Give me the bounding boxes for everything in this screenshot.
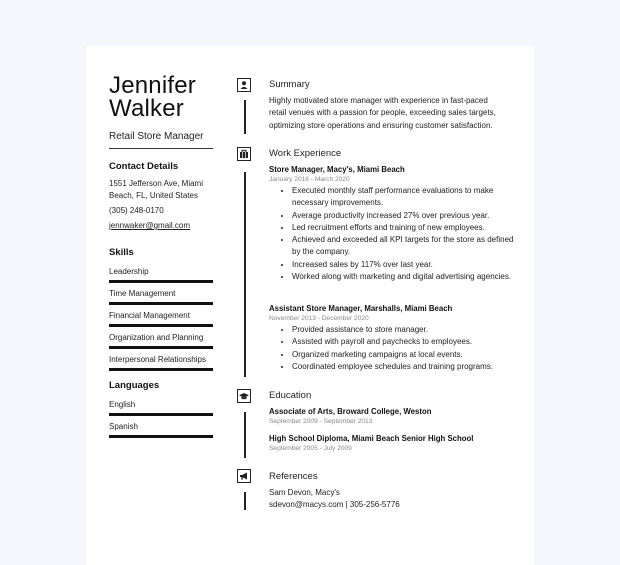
- person-icon: [237, 78, 251, 92]
- language-item: [109, 422, 213, 438]
- bullet-item: • Assisted with payroll and paychecks to employees.: [292, 336, 522, 348]
- bullet-item: • Increased sales by 117% over last year.: [292, 259, 522, 271]
- email-link[interactable]: jennwaker@gmail.com: [109, 221, 191, 230]
- last-name: Walker: [109, 95, 184, 122]
- megaphone-icon: [237, 469, 251, 483]
- language-item: [109, 400, 213, 416]
- skill-bar: [109, 346, 213, 349]
- education-2-title: High School Diploma, Miami Beach Senior High School: [269, 434, 474, 443]
- summary-text: [269, 95, 514, 132]
- skill-bar: [109, 324, 213, 327]
- education-1-dates: September 2009 - September 2013: [269, 418, 373, 425]
- address-line-1: 1551 Jefferson Ave, Miami: [109, 179, 203, 188]
- skill-bar: [109, 280, 213, 283]
- skill-item: [109, 289, 213, 305]
- bullet-item: • Provided assistance to store manager.: [292, 324, 522, 336]
- briefcase-icon: [237, 147, 251, 161]
- references-heading: References: [269, 471, 318, 482]
- contact-heading: Contact Details: [109, 161, 179, 172]
- job-1-bullets: [282, 185, 522, 283]
- bullet-item: • Coordinated employee schedules and training programs.: [292, 361, 522, 373]
- language-bar: [109, 413, 213, 416]
- skill-item: [109, 355, 213, 371]
- bullet-item: • Average productivity increased 27% over previous year.: [292, 210, 522, 222]
- skill-bar: [109, 302, 213, 305]
- resume-page: [86, 46, 534, 565]
- languages-heading: Languages: [109, 380, 160, 391]
- education-1-title: Associate of Arts, Broward College, Weston: [269, 407, 432, 416]
- job-2-dates: November 2013 - December 2020: [269, 315, 369, 322]
- summary-line: Highly motivated store manager with experience in fast-paced: [269, 96, 488, 105]
- job-1-dates: January 2016 - March 2020: [269, 176, 350, 183]
- timeline-line: [244, 412, 246, 458]
- job-2-title: Assistant Store Manager, Marshalls, Miami Beach: [269, 304, 453, 313]
- skill-label: Financial Management: [109, 311, 190, 320]
- language-label: Spanish: [109, 422, 138, 431]
- phone: (305) 248-0170: [109, 206, 164, 215]
- skill-item: [109, 333, 213, 349]
- summary-heading: Summary: [269, 79, 310, 90]
- divider: [109, 148, 213, 149]
- skill-item: [109, 267, 213, 283]
- language-label: English: [109, 400, 136, 409]
- education-heading: Education: [269, 390, 312, 401]
- job-2-bullets: [282, 324, 522, 373]
- education-2-dates: September 2005 - July 2009: [269, 445, 352, 452]
- first-name: Jennifer: [109, 72, 196, 99]
- reference-name: Sam Devon, Macy's: [269, 488, 340, 497]
- summary-line: retail venues with a passion for people, exceeding sales targets,: [269, 108, 496, 118]
- reference-contact: sdevon@macys.com | 305-256-5776: [269, 500, 400, 509]
- skill-label: Time Management: [109, 289, 176, 298]
- name-block: [109, 74, 215, 142]
- job-1-title: Store Manager, Macy's, Miami Beach: [269, 165, 405, 174]
- bullet-item: • Achieved and exceeded all KPI targets for the store as defined by the company.: [292, 234, 522, 259]
- timeline-line: [244, 172, 246, 377]
- bullet-item: • Led recruitment efforts and training of new employees.: [292, 222, 522, 234]
- address: [109, 178, 219, 202]
- job-title: Retail Store Manager: [109, 131, 204, 142]
- skill-item: [109, 311, 213, 327]
- timeline-line: [244, 492, 246, 510]
- timeline-line: [244, 100, 246, 134]
- skill-bar: [109, 368, 213, 371]
- work-heading: Work Experience: [269, 148, 342, 159]
- skill-label: Organization and Planning: [109, 333, 204, 342]
- language-bar: [109, 435, 213, 438]
- bullet-item: • Worked along with marketing and digital advertising agencies.: [292, 271, 522, 283]
- graduation-cap-icon: [237, 389, 251, 403]
- full-name: [109, 74, 215, 120]
- summary-line: optimizing store operations and ensuring customer satisfaction.: [269, 120, 493, 130]
- skill-label: Leadership: [109, 267, 149, 276]
- bullet-item: • Executed monthly staff performance evaluations to make necessary improvements.: [292, 185, 522, 210]
- skills-heading: Skills: [109, 247, 134, 258]
- bullet-item: • Organized marketing campaigns at local events.: [292, 349, 522, 361]
- address-line-2: Beach, FL, United States: [109, 191, 198, 200]
- skill-label: Interpersonal Relationships: [109, 355, 206, 364]
